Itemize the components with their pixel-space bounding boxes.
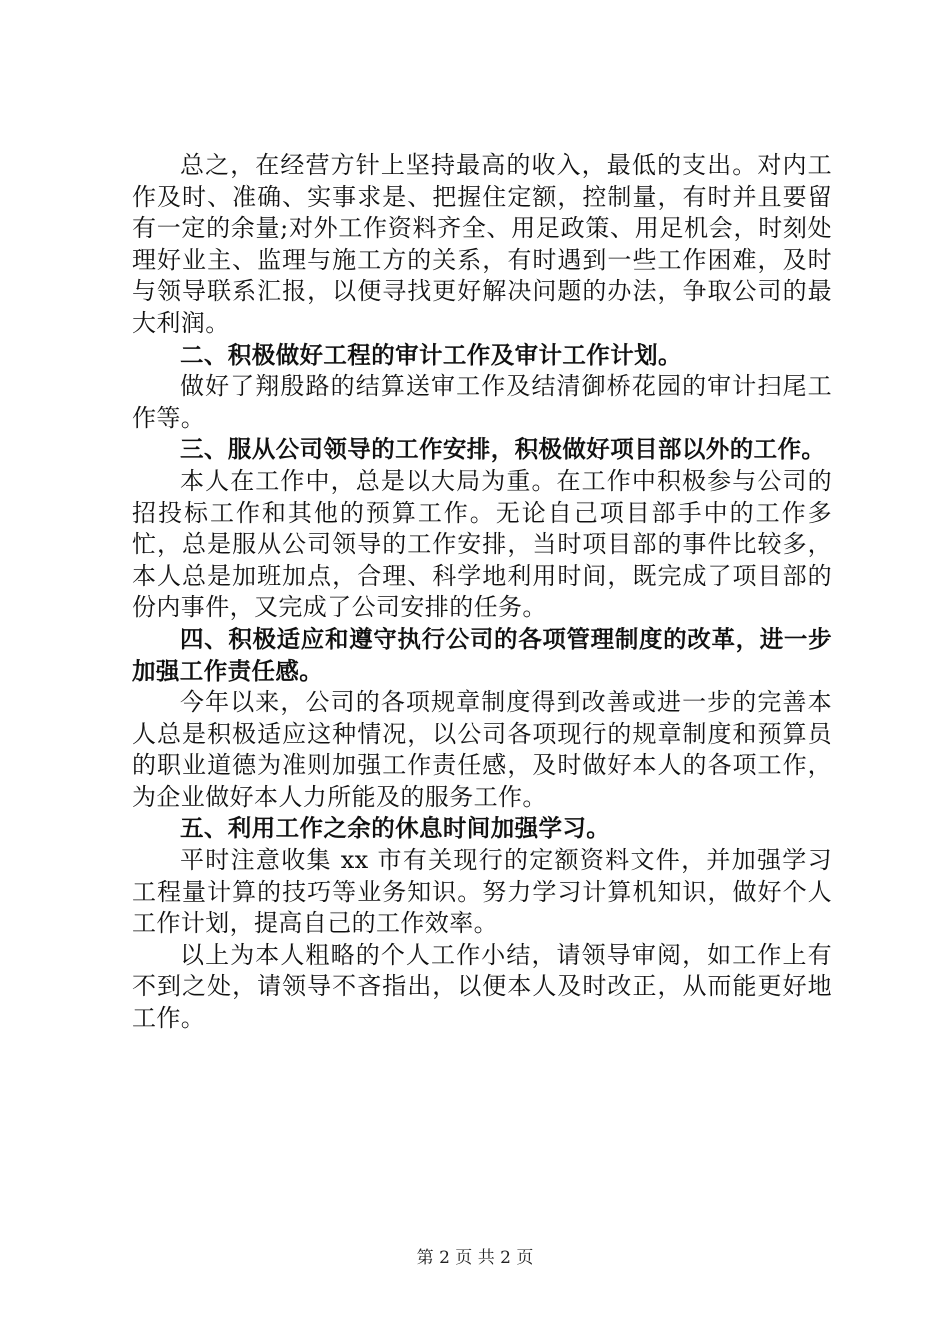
paragraph-conclusion: 以上为本人粗略的个人工作小结，请领导审阅，如工作上有不到之处，请领导不吝指出，以便本人及时改正，从而能更好地工作。	[132, 940, 832, 1033]
document-body	[132, 150, 832, 1035]
section-heading-3: 三、服从公司领导的工作安排，积极做好项目部以外的工作。	[180, 435, 826, 464]
section-heading-4: 四、积极适应和遵守执行公司的各项管理制度的改革，进一步加强工作责任感。	[132, 624, 832, 685]
paragraph-audit: 做好了翔殷路的结算送审工作及结清御桥花园的审计扫尾工作等。	[132, 372, 832, 432]
paragraph-responsibility: 今年以来，公司的各项规章制度得到改善或进一步的完善本人总是积极适应这种情况，以公司各项现行的规章制度和预算员的职业道德为准则加强工作责任感，及时做好本人的各项工作，为企业做好本人力所能及的服务工作。	[132, 688, 832, 811]
paragraph-study: 平时注意收集 xx 市有关现行的定额资料文件，并加强学习工程量计算的技巧等业务知识。努力学习计算机知识，做好个人工作计划，提高自己的工作效率。	[132, 846, 832, 938]
paragraph-summary: 总之，在经营方针上坚持最高的收入，最低的支出。对内工作及时、准确、实事求是、把握住定额，控制量，有时并且要留有一定的余量;对外工作资料齐全、用足政策、用足机会，时刻处理好业主、监理与施工方的关系，有时遇到一些工作困难，及时与领导联系汇报，以便寻找更好解决问题的办法，争取公司的最大利润。	[132, 151, 832, 337]
paragraph-arrangement: 本人在工作中，总是以大局为重。在工作中积极参与公司的招投标工作和其他的预算工作。无论自己项目部手中的工作多忙，总是服从公司领导的工作安排，当时项目部的事件比较多，本人总是加班加点，合理、科学地利用时间，既完成了项目部的份内事件，又完成了公司安排的任务。	[132, 466, 832, 622]
section-heading-2: 二、积极做好工程的审计工作及审计工作计划。	[180, 340, 682, 369]
page-number-footer: 第 2 页 共 2 页	[416, 1248, 534, 1268]
section-heading-5: 五、利用工作之余的休息时间加强学习。	[180, 814, 611, 843]
